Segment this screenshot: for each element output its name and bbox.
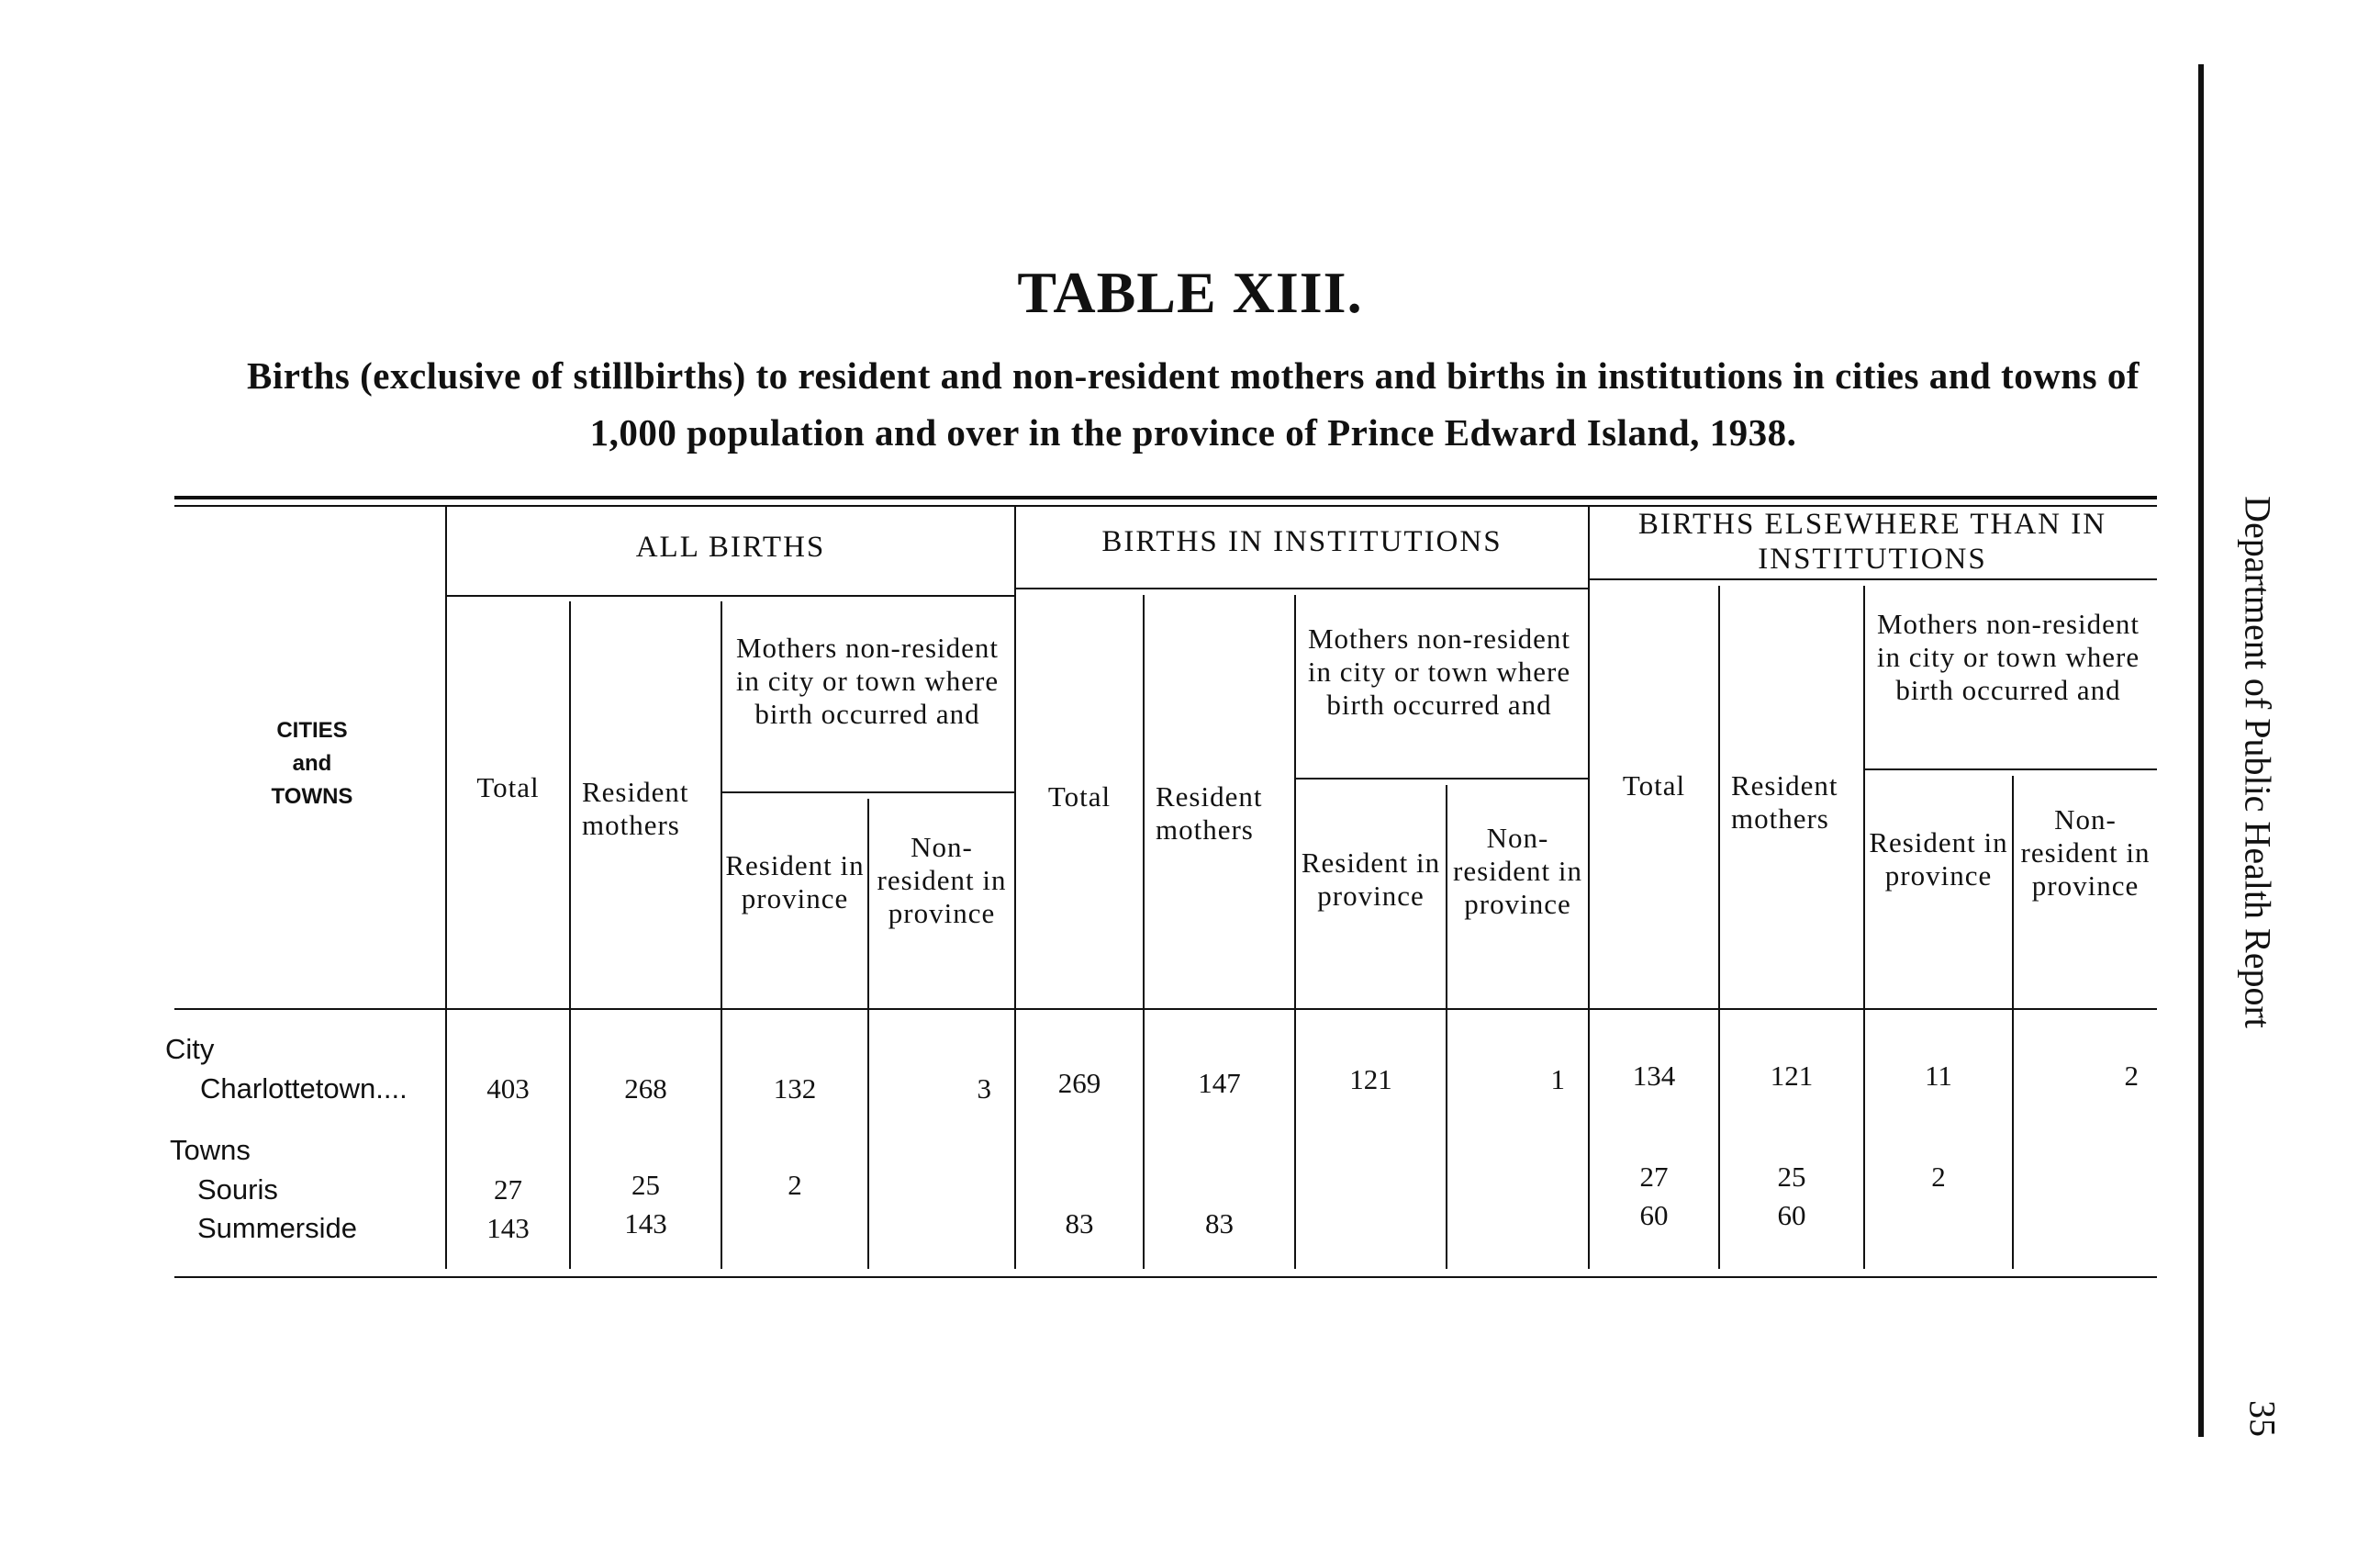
col-divider — [1014, 507, 1016, 1269]
col-divider — [1143, 595, 1145, 1269]
stub-header-line: TOWNS — [271, 784, 353, 809]
cell-inst-total: 83 — [1065, 1207, 1094, 1239]
subgroup-rule — [722, 791, 1014, 793]
cell-all-total: 27 — [494, 1173, 522, 1206]
margin-rule — [2198, 64, 2204, 1437]
cell-all-resident-province: 132 — [773, 1072, 817, 1105]
page-number — [2240, 1391, 2285, 1446]
table-title: TABLE XIII. — [1017, 260, 1363, 325]
group-institutions: BIRTHS IN INSTITUTIONS — [1101, 525, 1503, 558]
header-mothers-nonresident: Mothers non-resident in city or town where birth occurred and — [1307, 622, 1571, 721]
header-total: Total — [1047, 780, 1112, 813]
running-head-text: Department of Public Health Report — [2237, 496, 2279, 1028]
header-resident-in-province: Resident in province — [1869, 826, 2008, 892]
header-total: Total — [1622, 769, 1686, 802]
header-nonresident-in-province: Non-resident in province — [2020, 803, 2151, 902]
top-rule — [174, 496, 2157, 499]
stub-header — [211, 714, 413, 813]
cell-else-total: 27 — [1639, 1161, 1669, 1193]
cell-inst-resident-province: 121 — [1349, 1063, 1392, 1095]
bottom-rule — [174, 1276, 2157, 1278]
header-mothers-nonresident: Mothers non-resident in city or town where birth occurred and — [735, 632, 1000, 730]
header-total: Total — [476, 771, 540, 803]
cell-all-resident-mothers: 143 — [624, 1207, 667, 1239]
cell-else-total: 60 — [1639, 1199, 1669, 1231]
cell-all-resident-mothers: 25 — [631, 1169, 660, 1201]
header-resident-mothers: Resident mothers — [1731, 769, 1838, 835]
row-name-charlottetown: Charlottetown.... — [200, 1072, 408, 1105]
group-elsewhere: BIRTHS ELSEWHERE THAN IN INSTITUTIONS — [1637, 508, 2107, 576]
header-rule — [174, 1008, 2157, 1010]
cell-inst-resident-mothers: 83 — [1205, 1207, 1234, 1239]
cell-inst-resident-mothers: 147 — [1198, 1067, 1241, 1099]
cell-all-total: 403 — [486, 1072, 530, 1105]
cell-else-resident-mothers: 60 — [1777, 1199, 1806, 1231]
group-rule — [447, 595, 1014, 597]
row-name-souris: Souris — [197, 1173, 278, 1206]
births-table — [165, 496, 2157, 1285]
cell-else-resident-mothers: 25 — [1777, 1161, 1806, 1193]
cell-inst-nonresident-province: 1 — [1550, 1063, 1565, 1095]
cell-all-resident-mothers: 268 — [624, 1072, 667, 1105]
cell-else-resident-mothers: 121 — [1770, 1060, 1814, 1092]
group-rule — [1590, 578, 2157, 580]
stub-header-line: and — [292, 751, 332, 776]
cell-all-nonresident-province: 3 — [977, 1072, 991, 1105]
header-resident-mothers: Resident mothers — [1156, 780, 1263, 846]
header-mothers-nonresident: Mothers non-resident in city or town where birth occurred and — [1876, 608, 2140, 706]
cell-all-resident-province: 2 — [788, 1169, 802, 1201]
header-resident-in-province: Resident in province — [725, 849, 865, 914]
table-subtitle: Births (exclusive of stillbirths) to resident and non-resident mothers and births in institutions in cities and towns of 1,000 population and over in the province of Prince Edward Island, 1938. — [247, 354, 2140, 454]
running-head — [2230, 413, 2285, 1111]
subgroup-rule — [1865, 768, 2157, 770]
group-all-births: ALL BIRTHS — [635, 531, 826, 564]
cell-inst-total: 269 — [1057, 1067, 1101, 1099]
header-resident-mothers: Resident mothers — [582, 776, 689, 841]
cell-else-resident-province: 2 — [1931, 1161, 1946, 1193]
header-nonresident-in-province: Non-resident in province — [877, 831, 1007, 929]
header-nonresident-in-province: Non-resident in province — [1453, 822, 1582, 920]
row-name-summerside: Summerside — [197, 1212, 357, 1244]
cell-else-resident-province: 11 — [1925, 1060, 1952, 1092]
cell-all-total: 143 — [486, 1212, 530, 1244]
section-towns: Towns — [170, 1134, 251, 1166]
cell-else-nonresident-province: 2 — [2124, 1060, 2139, 1092]
col-divider — [1588, 507, 1590, 1269]
cell-else-total: 134 — [1632, 1060, 1676, 1092]
section-city: City — [165, 1033, 215, 1065]
col-divider — [1294, 595, 1296, 1269]
subgroup-rule — [1296, 778, 1588, 780]
col-divider — [445, 507, 447, 1269]
page-number-text: 35 — [2241, 1400, 2284, 1437]
header-resident-in-province: Resident in province — [1301, 847, 1441, 912]
group-rule — [1016, 588, 1588, 589]
stub-header-line: CITIES — [276, 718, 348, 743]
